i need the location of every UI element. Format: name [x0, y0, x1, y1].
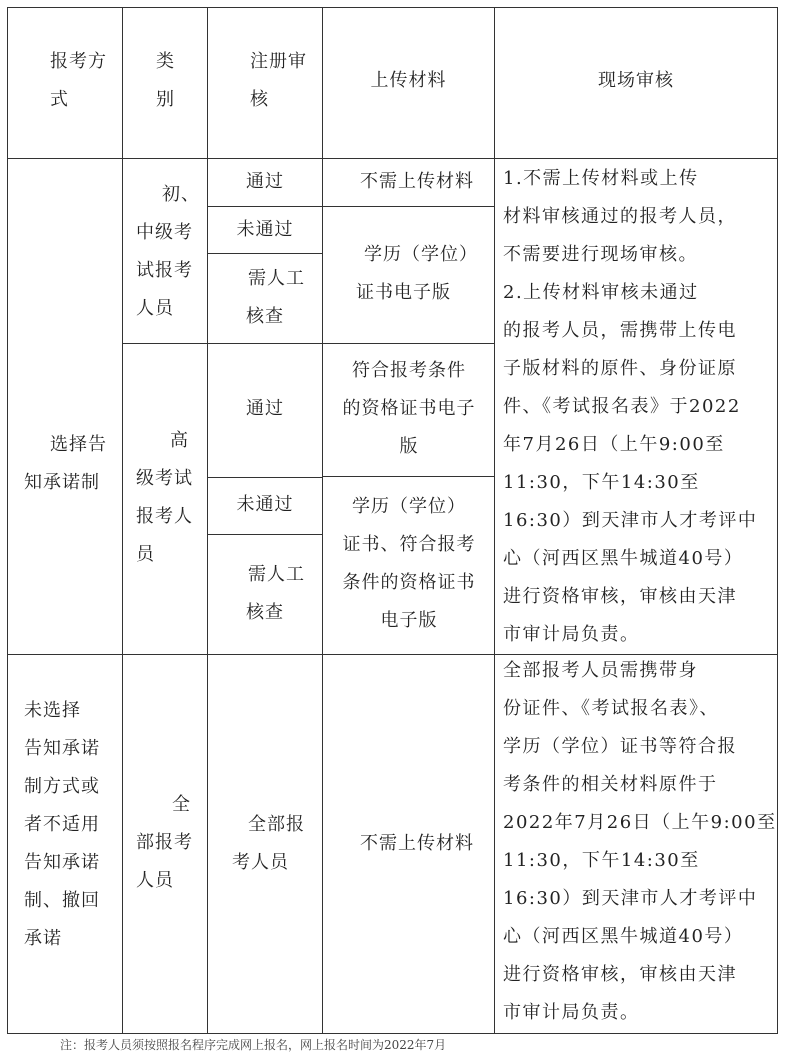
group1-category: 初、 中级考 试报考 人员	[136, 184, 200, 319]
header-category: 类 别	[156, 51, 175, 110]
group1-upload-shared: 学历（学位） 证书电子版	[356, 244, 478, 303]
row-line	[322, 476, 494, 477]
section1-method: 选择告 知承诺制	[24, 434, 107, 493]
group2-review-pass: 通过	[246, 398, 284, 419]
row-line	[207, 253, 322, 254]
table-border-left	[7, 7, 8, 1034]
group1-upload-pass: 不需上传材料	[360, 171, 474, 192]
section2-method: 未选择 告知承诺 制方式或 者不适用 告知承诺 制、撤回 承诺	[24, 700, 100, 949]
group1-review-manual: 需人工 核查	[246, 268, 305, 327]
group1-review-fail: 未通过	[236, 219, 294, 240]
section2-review: 全部报 考人员	[232, 814, 305, 873]
header-onsite-review: 现场审核	[598, 70, 674, 91]
section2-category: 全 部报考 人员	[136, 794, 193, 891]
group2-category: 高 级考试 报考人 员	[136, 430, 193, 565]
section2-onsite-review: 全部报考人员需携带身 份证件、《考试报名表》、 学历（学位）证书等符合报 考条件的相关材料原件于 2022年7月26日（上午9:00至 11:30，下午14:30至 16:30）到天津市人才考评中 心（河西区黑牛城道40号） 进行资格审核，审核由天津 市审计局负责。	[503, 660, 777, 1023]
group1-review-pass: 通过	[246, 171, 284, 192]
row-line	[207, 477, 322, 478]
group2-upload-shared: 学历（学位） 证书、符合报考 条件的资格证书 电子版	[342, 496, 476, 631]
group2-upload-pass: 符合报考条件 的资格证书电子 版	[342, 360, 476, 457]
section2-upload: 不需上传材料	[360, 833, 474, 854]
section1-onsite-review: 1.不需上传材料或上传 材料审核通过的报考人员， 不需要进行现场审核。 2.上传材料审核未通过 的报考人员，需携带上传电 子版材料的原件、身份证原 件、《考试报名表》于2022 年7月26日（上午9:00至 11:30，下午14:30至 16:30）到天津市人才考评中 心（河西区黑牛城道40号） 进行资格审核，审核由天津 市审计局负责。	[503, 168, 758, 645]
col-line	[494, 7, 495, 1034]
footer-fragment: 注：报考人员须按照报名程序完成网上报名，网上报名时间为2022年7月	[60, 1038, 447, 1052]
col-line	[122, 7, 123, 1034]
group2-review-manual: 需人工 核查	[246, 564, 305, 623]
header-registration-review: 注册审 核	[250, 51, 307, 110]
group2-review-fail: 未通过	[236, 494, 294, 515]
group-divider-line	[122, 343, 494, 344]
header-upload-materials: 上传材料	[370, 70, 447, 91]
row-line	[207, 206, 494, 207]
row-line	[207, 534, 322, 535]
col-line	[322, 7, 323, 1034]
header-method: 报考方 式	[50, 51, 107, 110]
